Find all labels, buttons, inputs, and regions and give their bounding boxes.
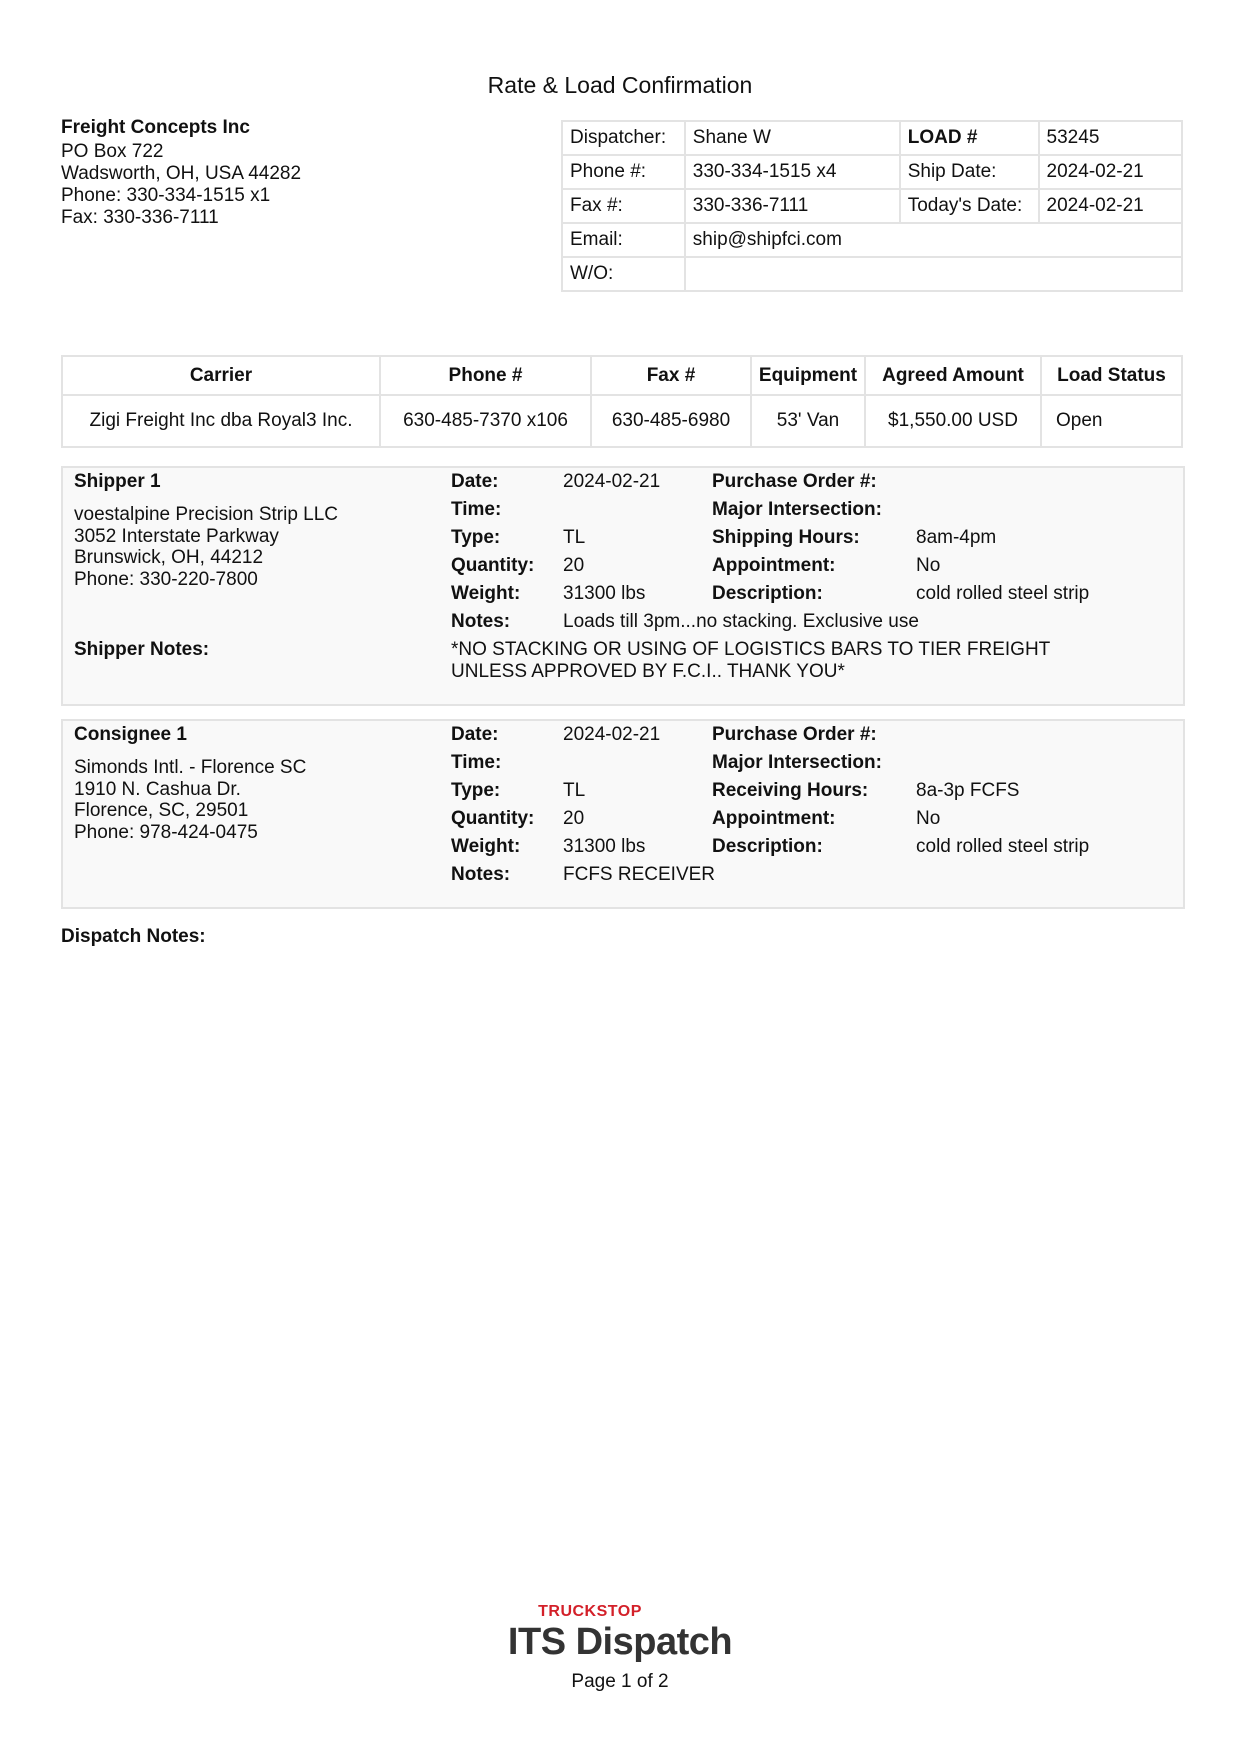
ship-date-value: 2024-02-21 bbox=[1039, 155, 1182, 189]
shipper-date-value: 2024-02-21 bbox=[563, 471, 661, 492]
shipper-title: Shipper 1 bbox=[74, 471, 161, 492]
load-number-value: 53245 bbox=[1039, 121, 1182, 155]
consignee-description-label: Description: bbox=[712, 836, 823, 857]
work-order-value bbox=[685, 257, 1182, 291]
consignee-appointment-value: No bbox=[916, 808, 941, 829]
email-value: ship@shipfci.com bbox=[685, 223, 1182, 257]
shipper-notes-heading: Shipper Notes: bbox=[74, 639, 210, 660]
shipper-intersection-label: Major Intersection: bbox=[712, 499, 882, 520]
shipper-notes-label: Notes: bbox=[451, 611, 511, 632]
consignee-weight-value: 31300 lbs bbox=[563, 836, 646, 857]
page-title: Rate & Load Confirmation bbox=[487, 72, 753, 98]
shipper-section bbox=[61, 466, 1185, 706]
consignee-date-value: 2024-02-21 bbox=[563, 724, 661, 745]
column-header: Phone # bbox=[380, 356, 591, 395]
shipping-hours-label: Shipping Hours: bbox=[712, 527, 860, 548]
company-fax: Fax: 330-336-7111 bbox=[61, 207, 219, 228]
consignee-title: Consignee 1 bbox=[74, 724, 187, 745]
shipper-date-label: Date: bbox=[451, 471, 499, 492]
dispatcher-label: Dispatcher: bbox=[562, 121, 685, 155]
consignee-type-value: TL bbox=[563, 780, 586, 801]
receiving-hours-label: Receiving Hours: bbox=[712, 780, 869, 801]
consignee-city: Florence, SC, 29501 bbox=[74, 800, 249, 822]
shipper-type-value: TL bbox=[563, 527, 586, 548]
shipper-notes-line1: *NO STACKING OR USING OF LOGISTICS BARS TO TIER FREIGHT bbox=[451, 639, 1051, 660]
todays-date-label: Today's Date: bbox=[900, 189, 1039, 223]
consignee-quantity-label: Quantity: bbox=[451, 808, 535, 829]
carrier-fax: 630-485-6980 bbox=[591, 395, 751, 447]
consignee-time-label: Time: bbox=[451, 752, 502, 773]
consignee-street: 1910 N. Cashua Dr. bbox=[74, 778, 241, 800]
column-header: Load Status bbox=[1041, 356, 1182, 395]
dispatch-phone-label: Phone #: bbox=[562, 155, 685, 189]
shipping-hours-value: 8am-4pm bbox=[916, 527, 997, 548]
shipper-description-label: Description: bbox=[712, 583, 823, 604]
load-status: Open bbox=[1041, 395, 1182, 447]
company-address-line2: Wadsworth, OH, USA 44282 bbox=[61, 163, 302, 184]
column-header: Agreed Amount bbox=[865, 356, 1041, 395]
truckstop-wordmark: TRUCKSTOP bbox=[538, 1603, 642, 1620]
consignee-po-label: Purchase Order #: bbox=[712, 724, 877, 745]
consignee-quantity-value: 20 bbox=[563, 808, 585, 829]
column-header: Carrier bbox=[62, 356, 380, 395]
shipper-city: Brunswick, OH, 44212 bbox=[74, 547, 264, 569]
its-dispatch-wordmark: ITS Dispatch bbox=[507, 1621, 733, 1663]
company-address-line1: PO Box 722 bbox=[61, 141, 164, 162]
shipper-po-label: Purchase Order #: bbox=[712, 471, 877, 492]
shipper-notes-value: Loads till 3pm...no stacking. Exclusive use bbox=[563, 611, 919, 632]
company-name: Freight Concepts Inc bbox=[61, 117, 250, 138]
agreed-amount: $1,550.00 USD bbox=[865, 395, 1041, 447]
dispatch-fax-value: 330-336-7111 bbox=[685, 189, 900, 223]
consignee-address bbox=[74, 757, 306, 843]
consignee-appointment-label: Appointment: bbox=[712, 808, 836, 829]
shipper-appointment-value: No bbox=[916, 555, 941, 576]
shipper-type-label: Type: bbox=[451, 527, 501, 548]
dispatch-info-table bbox=[561, 120, 1183, 292]
consignee-weight-label: Weight: bbox=[451, 836, 521, 857]
shipper-description-value: cold rolled steel strip bbox=[916, 583, 1090, 604]
shipper-address bbox=[74, 504, 338, 590]
carrier-table bbox=[61, 355, 1183, 448]
column-header: Fax # bbox=[591, 356, 751, 395]
shipper-appointment-label: Appointment: bbox=[712, 555, 836, 576]
consignee-section bbox=[61, 719, 1185, 909]
consignee-notes-label: Notes: bbox=[451, 864, 511, 885]
work-order-label: W/O: bbox=[562, 257, 685, 291]
consignee-type-label: Type: bbox=[451, 780, 501, 801]
page-number: Page 1 of 2 bbox=[571, 1671, 669, 1692]
dispatch-phone-value: 330-334-1515 x4 bbox=[685, 155, 900, 189]
shipper-time-label: Time: bbox=[451, 499, 502, 520]
consignee-description-value: cold rolled steel strip bbox=[916, 836, 1090, 857]
receiving-hours-value: 8a-3p FCFS bbox=[916, 780, 1020, 801]
shipper-quantity-label: Quantity: bbox=[451, 555, 535, 576]
ship-date-label: Ship Date: bbox=[900, 155, 1039, 189]
shipper-name: voestalpine Precision Strip LLC bbox=[74, 504, 339, 525]
column-header: Equipment bbox=[751, 356, 865, 395]
load-number-label: LOAD # bbox=[900, 121, 1039, 155]
dispatch-fax-label: Fax #: bbox=[562, 189, 685, 223]
table-row bbox=[62, 395, 1182, 447]
consignee-date-label: Date: bbox=[451, 724, 499, 745]
shipper-phone: Phone: 330-220-7800 bbox=[74, 568, 258, 590]
dispatch-notes-label: Dispatch Notes: bbox=[61, 926, 206, 947]
footer-logo bbox=[0, 1603, 1240, 1663]
shipper-street: 3052 Interstate Parkway bbox=[74, 525, 279, 547]
carrier-equipment: 53' Van bbox=[751, 395, 865, 447]
carrier-header-row bbox=[62, 356, 1182, 395]
consignee-notes-value: FCFS RECEIVER bbox=[563, 864, 716, 885]
carrier-phone: 630-485-7370 x106 bbox=[380, 395, 591, 447]
consignee-phone: Phone: 978-424-0475 bbox=[74, 821, 258, 843]
shipper-weight-label: Weight: bbox=[451, 583, 521, 604]
shipper-quantity-value: 20 bbox=[563, 555, 585, 576]
consignee-name: Simonds Intl. - Florence SC bbox=[74, 757, 307, 778]
carrier-name: Zigi Freight Inc dba Royal3 Inc. bbox=[62, 395, 380, 447]
email-label: Email: bbox=[562, 223, 685, 257]
consignee-intersection-label: Major Intersection: bbox=[712, 752, 882, 773]
todays-date-value: 2024-02-21 bbox=[1039, 189, 1182, 223]
shipper-weight-value: 31300 lbs bbox=[563, 583, 646, 604]
company-info bbox=[61, 117, 301, 229]
shipper-notes-line2: UNLESS APPROVED BY F.C.I.. THANK YOU* bbox=[451, 661, 845, 682]
dispatcher-value: Shane W bbox=[685, 121, 900, 155]
company-phone: Phone: 330-334-1515 x1 bbox=[61, 185, 271, 206]
